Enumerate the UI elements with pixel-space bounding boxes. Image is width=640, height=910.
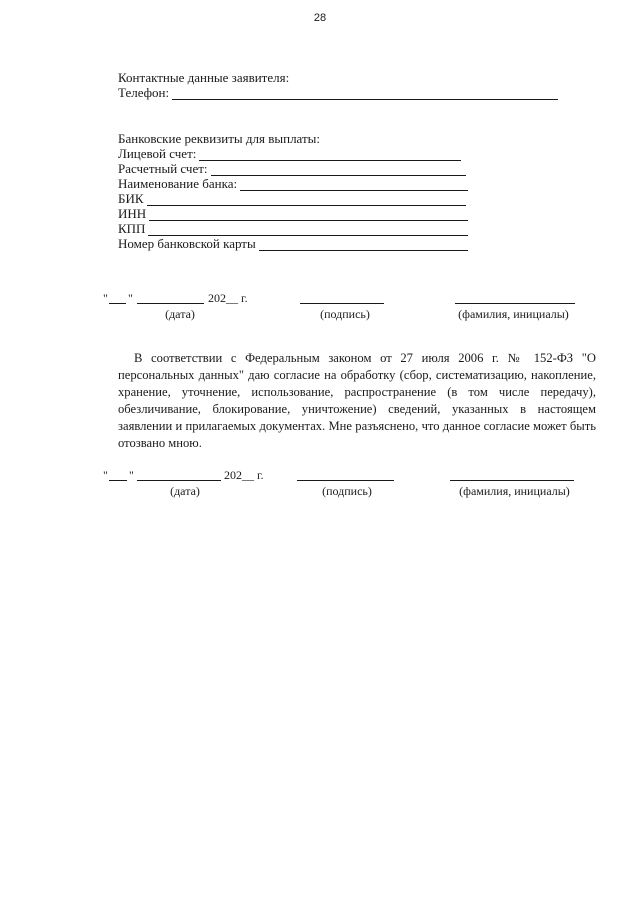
date-quote-close: " bbox=[129, 468, 134, 482]
date-year: 202__ г. bbox=[208, 291, 248, 305]
date-day-line[interactable] bbox=[109, 303, 126, 304]
signature-caption: (подпись) bbox=[320, 307, 370, 321]
bank-heading: Банковские реквизиты для выплаты: bbox=[118, 131, 321, 146]
date-caption: (дата) bbox=[165, 307, 195, 321]
bank-field-label: БИК bbox=[118, 191, 144, 206]
phone-label: Телефон: bbox=[118, 85, 170, 100]
bank-field-card-number[interactable] bbox=[118, 236, 468, 251]
date-year: 202__ г. bbox=[224, 468, 264, 482]
date-day-line[interactable] bbox=[109, 480, 127, 481]
bank-field-label: КПП bbox=[118, 221, 146, 236]
bank-field-label: ИНН bbox=[118, 206, 147, 221]
date-quote-open: " bbox=[103, 291, 108, 305]
phone-fill-line[interactable] bbox=[172, 88, 558, 100]
signature-caption: (подпись) bbox=[322, 484, 372, 498]
date-caption: (дата) bbox=[170, 484, 200, 498]
bank-field-inn[interactable] bbox=[118, 206, 468, 221]
bank-field-account[interactable] bbox=[118, 146, 461, 161]
consent-paragraph: В соответствии с Федеральным законом от 27 июля 2006 г. № 152-ФЗ "О персональных данных" даю согласие на обработку (сбор, систематизацию, накопление, хранение, уточнение, использование, распространение (в том числе передачу), обезличивание, блокирование, уничтожение) сведений, указанных в настоящем заявлении и прилагаемых документах. Мне разъяснено, что данное согласие может быть отозвано мною. bbox=[118, 351, 596, 450]
bank-field-fill-line[interactable] bbox=[240, 179, 468, 191]
date-quote-open: " bbox=[103, 468, 108, 482]
name-initials-caption: (фамилия, инициалы) bbox=[458, 307, 569, 321]
bank-field-label: Лицевой счет: bbox=[118, 146, 197, 161]
bank-field-label: Расчетный счет: bbox=[118, 161, 208, 176]
signature-line[interactable] bbox=[297, 480, 394, 481]
name-initials-line[interactable] bbox=[455, 303, 575, 304]
bank-field-fill-line[interactable] bbox=[147, 194, 466, 206]
signature-line[interactable] bbox=[300, 303, 384, 304]
date-month-line[interactable] bbox=[137, 480, 221, 481]
bank-field-bank-name[interactable] bbox=[118, 176, 468, 191]
date-quote-close: " bbox=[128, 291, 133, 305]
bank-field-settlement[interactable] bbox=[118, 161, 466, 176]
bank-field-label: Наименование банка: bbox=[118, 176, 238, 191]
bank-field-fill-line[interactable] bbox=[149, 209, 468, 221]
bank-field-label: Номер банковской карты bbox=[118, 236, 256, 251]
page-number: 28 bbox=[313, 12, 327, 24]
bank-field-fill-line[interactable] bbox=[259, 239, 468, 251]
bank-field-bik[interactable] bbox=[118, 191, 466, 206]
name-initials-caption: (фамилия, инициалы) bbox=[459, 484, 570, 498]
bank-field-fill-line[interactable] bbox=[199, 149, 461, 161]
phone-field[interactable] bbox=[118, 85, 558, 100]
bank-field-kpp[interactable] bbox=[118, 221, 468, 236]
name-initials-line[interactable] bbox=[450, 480, 574, 481]
contact-heading: Контактные данные заявителя: bbox=[118, 70, 290, 85]
date-month-line[interactable] bbox=[137, 303, 204, 304]
bank-field-fill-line[interactable] bbox=[148, 224, 468, 236]
bank-field-fill-line[interactable] bbox=[211, 164, 466, 176]
